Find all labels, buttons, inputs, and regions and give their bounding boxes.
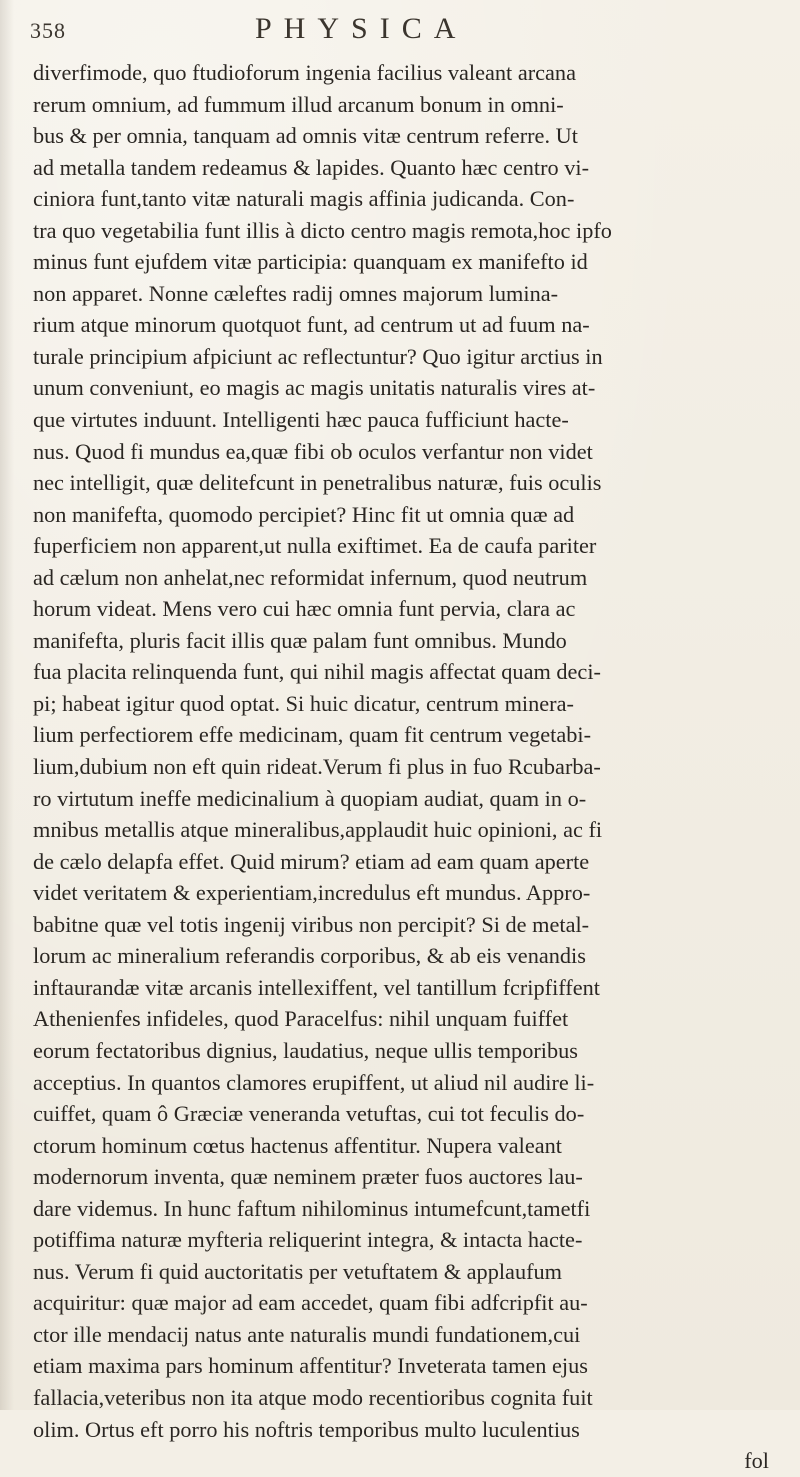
text-line: ctor ille mendacij natus ante naturalis mundi fundationem,cui [33,1321,581,1347]
text-line: modernorum inventa, quæ neminem præter fuos auctores lau- [33,1164,583,1190]
text-line: etiam maxima pars hominum affentitur? Inveterata tamen ejus [33,1353,588,1379]
text-line: bus & per omnia, tanquam ad omnis vitæ centrum referre. Ut [33,123,578,149]
text-line: mnibus metallis atque mineralibus,applaudit huic opinioni, ac fi [33,817,603,843]
text-line: tra quo vegetabilia funt illis à dicto centro magis remota,hoc ipfo [33,217,612,243]
text-line: cuiffet, quam ô Græciæ veneranda vetuftas, cui tot feculis do- [33,1101,585,1127]
text-line: lorum ac mineralium referandis corporibus, & ab eis venandis [33,943,586,969]
text-line: non manifefta, quomodo percipiet? Hinc fit ut omnia quæ ad [33,501,575,527]
page-gutter-shadow [0,0,14,1410]
text-line: pi; habeat igitur quod optat. Si huic dicatur, centrum minera- [33,690,574,716]
text-line: fallacia,veteribus non ita atque modo recentioribus cognita fuit [33,1384,593,1410]
text-line: non apparet. Nonne cæleftes radij omnes majorum lumina- [33,280,559,306]
text-line: lium,dubium non eft quin rideat.Verum fi plus in fuo Rcubarba- [33,754,601,780]
text-line: diverfimode, quo ftudioforum ingenia facilius valeant arcana [33,60,576,85]
text-line: manifefta, pluris facit illis quæ palam funt omnibus. Mundo [33,627,567,653]
text-line: nec intelligit, quæ delitefcunt in penetralibus naturæ, fuis oculis [33,470,602,496]
text-line: ad metalla tandem redeamus & lapides. Quanto hæc centro vi- [33,154,589,180]
page-header [30,0,770,56]
text-line: olim. Ortus eft porro his noftris temporibus multo luculentius [33,1416,580,1442]
text-line: de cælo delapfa effet. Quid mirum? etiam ad eam quam aperte [33,848,590,874]
text-line: inftaurandæ vitæ arcanis intellexiffent, vel tantillum fcripfiffent [33,974,600,1000]
text-line: ad cælum non anhelat,nec reformidat infernum, quod neutrum [33,564,588,590]
page-number: 358 [30,18,66,43]
text-line: rium atque minorum quotquot funt, ad centrum ut ad fuum na- [33,312,590,338]
text-line: ro virtutum ineffe medicinalium à quopiam audiat, quam in o- [33,785,587,811]
text-line: fuperficiem non apparent,ut nulla exiftimet. Ea de caufa pariter [33,533,597,559]
text-line: horum videat. Mens vero cui hæc omnia funt pervia, clara ac [33,596,576,622]
text-line: minus funt ejufdem vitæ participia: quanquam ex manifefto id [33,249,588,275]
text-line: turale principium afpiciunt ac reflectuntur? Quo igitur arctius in [33,343,603,369]
text-line: que virtutes induunt. Intelligenti hæc pauca fufficiunt hacte- [33,407,569,433]
text-line: eorum fectatoribus dignius, laudatius, neque ullis temporibus [33,1037,578,1063]
text-line: rerum omnium, ad fummum illud arcanum bonum in omni- [33,91,564,117]
text-line: videt veritatem & experientiam,incredulus eft mundus. Appro- [33,880,591,906]
text-line: Athenienfes infideles, quod Paracelfus: nihil unquam fuiffet [33,1006,569,1032]
text-line: lium perfectiorem effe medicinam, quam fit centrum vegetabi- [33,722,592,748]
text-line: nus. Verum fi quid auctoritatis per vetuftatem & applaufum [33,1258,563,1284]
text-line: nus. Quod fi mundus ea,quæ fibi ob oculos verfantur non videt [33,438,593,464]
text-line: acceptius. In quantos clamores erupiffent, ut aliud nil audire li- [33,1069,595,1095]
text-line: dare videmus. In hunc faftum nihilominus intumefcunt,tametfi [33,1195,591,1221]
text-line: acquiritur: quæ major ad eam accedet, quam fibi adfcripfit au- [33,1290,588,1316]
body-text [33,57,793,1477]
text-line: ciniora funt,tanto vitæ naturali magis affinia judicanda. Con- [33,186,575,212]
text-line: ctorum hominum cœtus hactenus affentitur. Nupera valeant [33,1132,562,1158]
running-head: PHYSICA [255,12,468,45]
catchword: fol [744,1448,769,1474]
text-line: babitne quæ vel totis ingenij viribus non percipit? Si de metal- [33,911,590,937]
text-line: fua placita relinquenda funt, qui nihil magis affectat quam deci- [33,659,601,685]
text-line: potiffima naturæ myfteria reliquerint integra, & intacta hacte- [33,1227,583,1253]
text-line: unum conveniunt, eo magis ac magis unitatis naturalis vires at- [33,375,596,401]
